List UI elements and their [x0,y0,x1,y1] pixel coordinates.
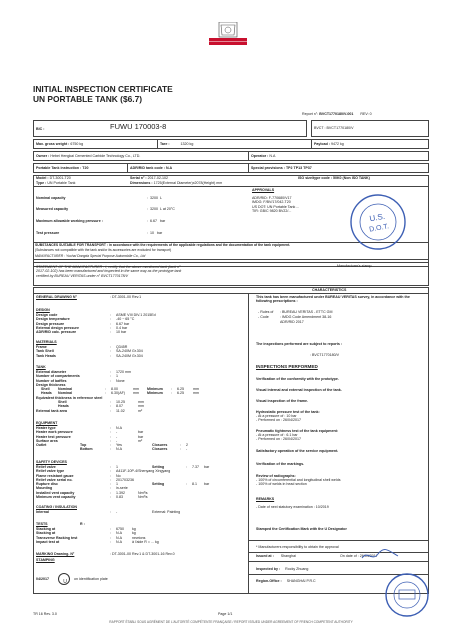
nominal-capacity-label: Nominal capacity [36,196,66,200]
serial: Serial n° : 2017-02-102 [130,176,169,180]
plate-date: 04/2017 [36,577,49,581]
approval-imdg: IMDG: F/BV/17/042-T20 [252,200,291,205]
substances-line-2: (Substances not compatible with the tank and/or its accessories are excluded for transport) [35,248,172,252]
tank-rows: External diameter : 1720 mm Number of compartments : 1 Number of baffles : None Design thickness Shell Nominal : 8.00 mm Minimum : 6.25 mm Heads Nominal : 6.30(AF) mm Minimum : 6.25 mm Equivalent thickness in reference steel Shell : 10.25 mm Heads : 8.07 mm External tank area : 11.02 m² [36,370,199,413]
signature [360,548,400,562]
adr-code: ADR/RID tank code : N.A [130,166,173,170]
title-line-2: UN PORTABLE TANK ($6.7) [33,94,143,104]
tank-instruction: Portable Tank instruction : T20 [36,166,89,170]
measured-capacity-value: : 3200 L at 20°C [147,207,175,211]
equipment-title: EQUIPMENT [36,421,58,425]
mawp-label: Maximum allowable working pressure : [36,219,103,223]
approval-adr: ADR/RID: F-770680/V17 [252,196,292,200]
pneu-date: - Performed on : 26/04/2017 [256,437,301,441]
approvals-list [252,196,299,213]
svg-text:U: U [63,579,67,585]
special-provisions: Special provisions : TP2 TP13 TP37 [251,166,312,170]
right-intro: This tank has been manufactured under BUREAU VERITAS survey, in accordance with the following prescriptions : [256,295,410,304]
approval-dot: US DOT: UN Portable Tank ... [252,204,300,209]
inspection-item-5: Pneumatic tightness test of the tank equipment: [256,429,339,433]
model: Model : DT-3001-T20 [36,176,71,180]
approvals-title: APPROVALS [252,188,275,192]
measured-capacity-label: Measured capacity [36,207,69,211]
hydro-date: - Performed on : 26/04/2017 [256,418,301,422]
footer-note: RAPPORT ÉTABLI SOUS AGRÉMENT DE L'AUTORITÉ COMPÉTENTE FRANÇAISE / REPORT ISSUED UNDER AGREEMENT OF FRENCH COMPETENT AUTHORITY [109,620,353,624]
footer-page: Page 1/1 [218,612,233,616]
statement-line-1: STATEMENT OF THE MANUFACTURER : I, certify that the above mentioned tank (tank n° [36,265,181,269]
reports-intro: The inspections performed are subject to reports : [256,342,343,346]
manufacturer-stamp-label: Manufacturer's stamp [337,264,372,268]
approval-tir: TIR: GB/C 9820 BVZJ/... [252,208,292,213]
design-title: DESIGN [36,308,50,312]
title-line-1: INITIAL INSPECTION CERTIFICATE [33,84,173,94]
pneu-pressure: - At a pressure of : 6.1 bar [256,433,298,437]
report-label: Report n°: [302,112,319,116]
inspection-item-7: Verification of the markings. [256,462,305,466]
substances-line-3: MANUFACTURER : Yuchai Dongda Special Purpose Automobile Co., Ltd [35,254,146,258]
region-office: Region-Office : SHANGHAI P.R.C [256,579,316,583]
stamp-line: Stamped the Certification Mark with the U Designator [256,527,347,531]
bureau-veritas-logo [205,22,251,46]
tests-r-label: R : [80,522,85,526]
coating-row: Internal : - External: Painting [36,510,181,514]
hydro-pressure: - At a pressure of : 10 bar [256,414,297,418]
nominal-capacity-value: : 3200 L [147,196,162,200]
tank-title: TANK [36,365,46,369]
gross-weight: Max. gross weight : 6750 kg [36,142,84,146]
stamping-mark-icon [58,573,70,585]
plate-caption: on identification plate [74,577,108,581]
inspected-by: Inspected by : Rocky Zhuang [256,567,309,571]
radio-b: - 100% of welds in head section [256,482,307,486]
characteristics-title: CHARACTERISTICS [312,288,347,292]
bic-label: BIC : [36,127,45,131]
general-drawing-label: GENERAL DRAWING N° [36,295,77,299]
manufacturer-statement [36,265,181,278]
remarks-title: REMARKS [256,497,275,501]
report-ref: : BVCT1770180/V [310,353,339,357]
dimensions: Dimensions : 1725(External Diameter)x2078(Height) mm [130,181,223,185]
marking-label: MARKING Drawing. N° [36,552,75,556]
materials-title: MATERIALS [36,340,57,344]
inspection-item-1: Verification of the conformity with the prototype. [256,377,339,381]
report-rev: REV: 0 [360,112,372,116]
statement-line-2: 2017-02-102) has been manufactured and inspected in the same way as the prototype tank [36,269,182,274]
issued-date: On date of : 26/04/2017 [340,554,378,558]
marking-value: : DT-3001-00 Rev.1 & DT-3001-16 Rev.0 [110,552,175,556]
code: - Code : IMDG Code Amendment 38-16 [258,315,332,319]
payload: Payload : 9472 kg [314,142,344,146]
issued: Issued at : Shanghai [256,554,296,558]
tests-title: TESTS [36,522,48,526]
instruction-box [33,163,429,173]
bic-box [33,120,307,137]
tare: Tare : 1320 kg [160,142,194,146]
bic-value: FUWU 170003-8 [110,122,167,131]
mawp-value: : 6.67 bar [147,219,166,223]
footer-left: TR 16 Rev. 3.0 [33,612,57,616]
iso-code: ISO size/type code : 50K0 (Non ISO TANK) [298,176,370,180]
radio-a: - 100% of circumferential and longitudinal shell welds [256,478,341,482]
statement-line-3: certified by BUREAU VERITAS under n° BVCT1770178/V [36,273,129,278]
safety-title: SAFETY DEVICES [36,460,67,464]
rules: - Rules of : BUREAU VERITAS - ETTC GM [258,310,333,314]
mfr-responsibility: * Manufacturers responsibility to obtain the approval [256,545,339,549]
owner: Owner : Hebei Hengkai Cemented Carbide Technology Co., LTD. [36,154,141,158]
code-2: ADR/RID 2017 [280,320,304,324]
coating-title: COATING / INSULATION [36,505,77,509]
svg-text:U.S.: U.S. [368,211,386,224]
bv-region-stamp [384,572,430,618]
operator: Operator : N.A [251,154,276,158]
inspection-item-3: Visual inspection of the frame. [256,399,309,403]
inspections-title: INSPECTIONS PERFORMED [256,364,318,369]
gross-weight-value: 6750 kg [70,142,84,146]
test-pressure-value: : 10 bar [147,231,163,235]
inspection-item-2: Visual internal and external inspection of the tank. [256,388,342,392]
substances-line-1: SUBSTANCES SUITABLE FOR TRANSPORT : in accordance with the requirements of the applicable regulations and the documentation of the tank equipment. [35,243,291,247]
inspection-item-4: Hydrostatic pressure test of the tank: [256,410,320,414]
tests-rows: Stacking at : 6750 kg Stacking at : N.A kg Transverse Racking test : N.A newtons Impact test at : N.A â l'aide R = ... kg [36,527,159,544]
stamping-title: STAMPING [36,558,55,562]
report-value: BVCT1770180/V-001 [319,112,354,116]
inspection-item-8: Review of radiographs: [256,474,296,478]
report-number [302,112,372,116]
materials-rows: Frame : Q345R Tank Shell : SA-240M Gr.304 Tank Heads : SA-240M Gr.304 [36,345,143,358]
us-dot-stamp [348,192,408,252]
svg-text:D.O.T.: D.O.T. [368,223,390,234]
inspection-item-6: Satisfactory operation of the service equipment. [256,449,339,453]
safety-rows: Relief valve : 1 Setting : 7.37 bar Relief valve type : A411F-10P-4/Shenyang Xingyang Flame resistant gauze : No Relief valve serial no. : 201703236 Rupture disc : 1 Setting : 8.1 bar Mounting : in-serie Installed vent capacity : 1.392 Nm³/s Minimum vent capacity : 0.83 Nm³/s [36,465,210,500]
bvct-value: BVCT : BVCT1770180/V [314,126,354,130]
weight-box [33,139,429,149]
design-rows: Design code : ASME VIII DIV.1 2015Ed Design temperature : -40 ~ 65 °C Design pressure : 6.67 bar External design pressure : 0.4 bar ADR/RID calc. pressure : 10 bar [36,313,156,335]
type: Type : UN Portable Tank [36,181,76,185]
certificate-title [33,84,173,104]
general-drawing-value: : DT-3001-00 Rev.1 [110,295,142,299]
remark-1: - Date of next statutory examination : 10/2019 [256,505,329,509]
test-pressure-label: Test pressure [36,231,60,235]
equipment-rows: Heater type : N.A Heater work pressure : - bar Heater test pressure : - bar Surface area : - m² Outlet Top : Yes Closures : 2 Bottom : N.A Closures : - [36,426,188,452]
